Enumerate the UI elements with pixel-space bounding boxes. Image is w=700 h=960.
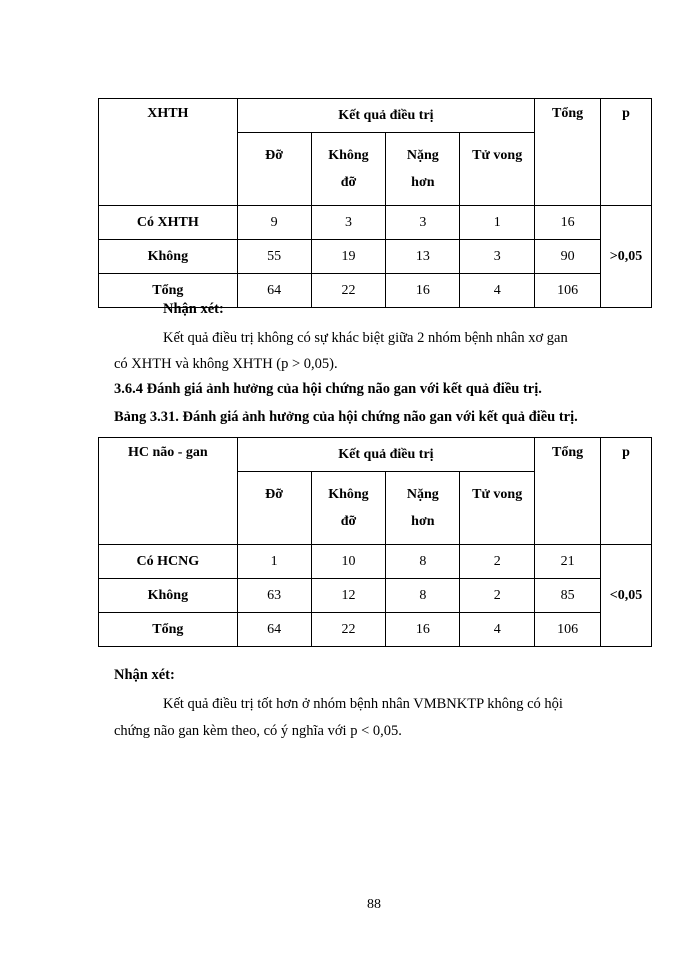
table-hc-nao-gan bbox=[98, 437, 652, 647]
cell: 3 bbox=[386, 206, 460, 240]
sub-header-khong-do: Không đỡ bbox=[311, 472, 386, 545]
cell-total: 16 bbox=[535, 206, 601, 240]
p-header: p bbox=[601, 99, 652, 206]
cell: 64 bbox=[237, 274, 311, 308]
section-heading: 3.6.4 Đánh giá ảnh hưởng của hội chứng não gan với kết quả điều trị. bbox=[114, 381, 542, 397]
comment2-line2: chứng não gan kèm theo, có ý nghĩa với p < 0,05. bbox=[114, 723, 402, 739]
comment1-line1: Kết quả điều trị không có sự khác biệt giữa 2 nhóm bệnh nhân xơ gan bbox=[163, 330, 568, 346]
cell: 1 bbox=[237, 545, 311, 579]
comment1-title: Nhận xét: bbox=[163, 301, 224, 317]
cell: 3 bbox=[460, 240, 535, 274]
cell: 16 bbox=[386, 613, 460, 647]
comment2-line1: Kết quả điều trị tốt hơn ở nhóm bệnh nhân VMBNKTP không có hội bbox=[163, 696, 563, 712]
cell: 64 bbox=[237, 613, 311, 647]
cell: 16 bbox=[386, 274, 460, 308]
table-row bbox=[99, 579, 652, 613]
cell-total: 21 bbox=[535, 545, 601, 579]
cell: 8 bbox=[386, 579, 460, 613]
cell: 2 bbox=[460, 545, 535, 579]
table-row bbox=[99, 545, 652, 579]
table2-caption: Bảng 3.31. Đánh giá ảnh hưởng của hội chứng não gan với kết quả điều trị. bbox=[114, 409, 578, 425]
p-value: >0,05 bbox=[601, 206, 652, 308]
cell: 22 bbox=[311, 274, 386, 308]
cell: 4 bbox=[460, 274, 535, 308]
result-header: Kết quả điều trị bbox=[237, 99, 534, 133]
row-label: Tổng bbox=[99, 274, 238, 308]
cell: 4 bbox=[460, 613, 535, 647]
sub-header-tu-vong: Tử vong bbox=[460, 133, 535, 206]
sub-header-nang-hon: Nặng hơn bbox=[386, 472, 460, 545]
row-label: Không bbox=[99, 240, 238, 274]
cell: 9 bbox=[237, 206, 311, 240]
sub-header-do: Đỡ bbox=[237, 133, 311, 206]
result-header: Kết quả điều trị bbox=[237, 438, 534, 472]
cell: 63 bbox=[237, 579, 311, 613]
comment1-line2: có XHTH và không XHTH (p > 0,05). bbox=[114, 356, 338, 372]
p-header: p bbox=[601, 438, 652, 545]
cell: 3 bbox=[311, 206, 386, 240]
row-label: Không bbox=[99, 579, 238, 613]
sub-header-do: Đỡ bbox=[237, 472, 311, 545]
sub-header-nang-hon: Nặng hơn bbox=[386, 133, 460, 206]
cell: 55 bbox=[237, 240, 311, 274]
table-xhth bbox=[98, 98, 652, 308]
table-row bbox=[99, 240, 652, 274]
cell: 10 bbox=[311, 545, 386, 579]
cell: 1 bbox=[460, 206, 535, 240]
comment2-title: Nhận xét: bbox=[114, 667, 175, 683]
cell: 2 bbox=[460, 579, 535, 613]
table-row bbox=[99, 206, 652, 240]
row-label: Có HCNG bbox=[99, 545, 238, 579]
p-value: <0,05 bbox=[601, 545, 652, 647]
cell-total: 106 bbox=[535, 613, 601, 647]
cell: 13 bbox=[386, 240, 460, 274]
row-label: Tổng bbox=[99, 613, 238, 647]
cell: 8 bbox=[386, 545, 460, 579]
cell-total: 106 bbox=[535, 274, 601, 308]
cell: 12 bbox=[311, 579, 386, 613]
group-header: XHTH bbox=[99, 99, 238, 206]
group-header: HC não - gan bbox=[99, 438, 238, 545]
cell: 22 bbox=[311, 613, 386, 647]
sub-header-khong-do: Không đỡ bbox=[311, 133, 386, 206]
cell-total: 85 bbox=[535, 579, 601, 613]
row-label: Có XHTH bbox=[99, 206, 238, 240]
table-row bbox=[99, 613, 652, 647]
sub-header-tu-vong: Tử vong bbox=[460, 472, 535, 545]
cell: 19 bbox=[311, 240, 386, 274]
cell-total: 90 bbox=[535, 240, 601, 274]
page-number: 88 bbox=[367, 897, 381, 912]
total-header: Tổng bbox=[535, 438, 601, 545]
total-header: Tổng bbox=[535, 99, 601, 206]
